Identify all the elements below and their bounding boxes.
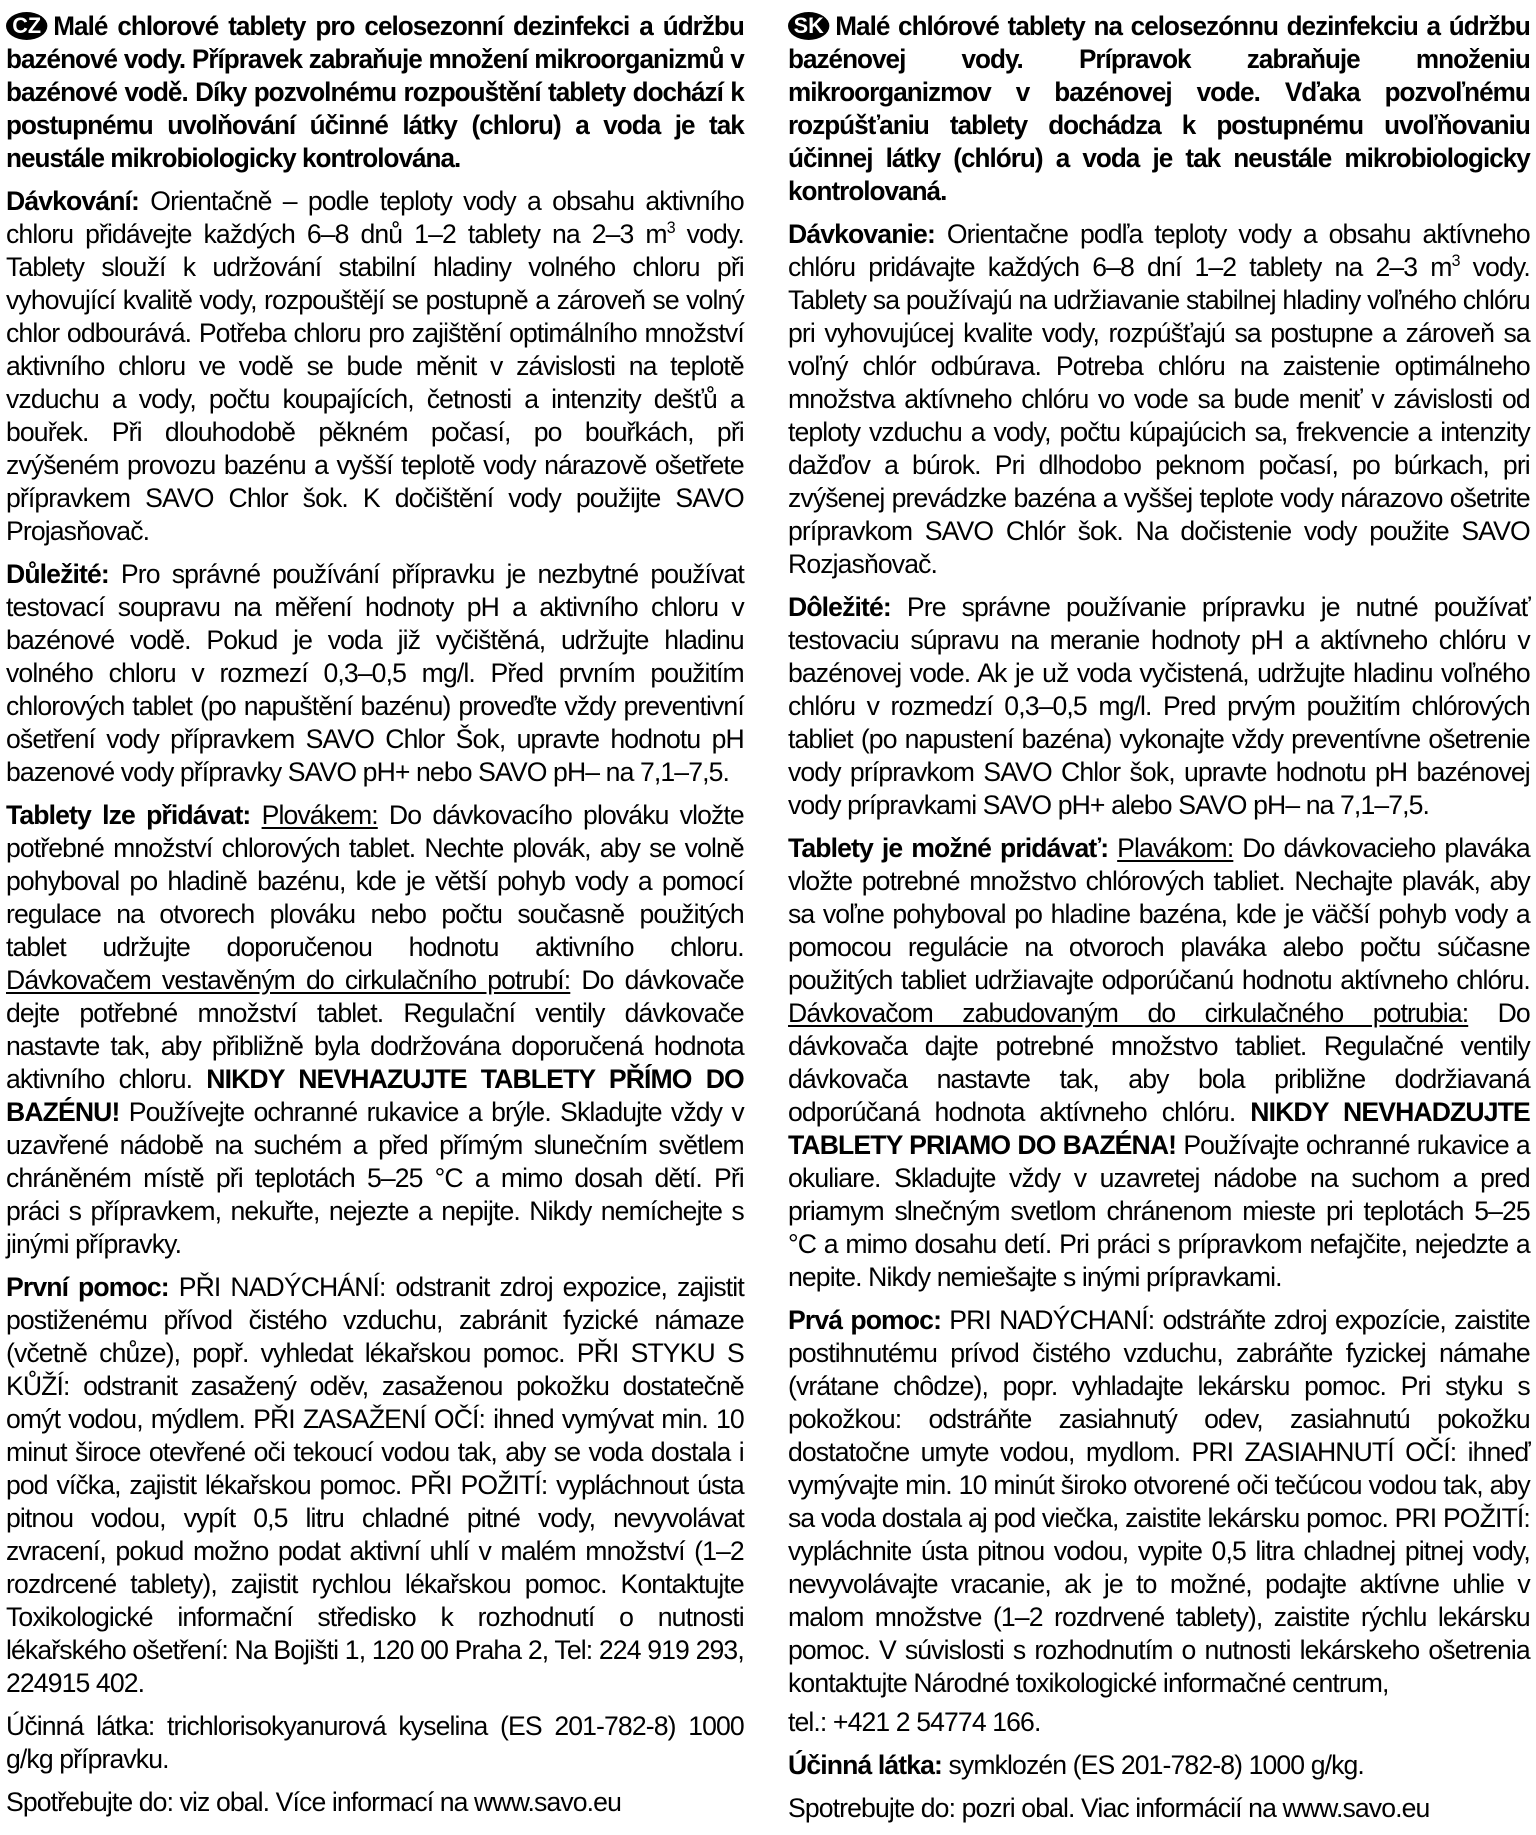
sk-firstaid-label: Prvá pomoc: [788, 1305, 942, 1335]
sk-active-text: symklozén (ES 201-782-8) 1000 g/kg. [942, 1750, 1364, 1780]
cz-firstaid-label: První pomoc: [6, 1272, 169, 1302]
cz-tablets-rest: Používejte ochranné rukavice a brýle. Skladujte vždy v uzavřené nádobě na suchém a před přímým slunečním světlem chráněném místě při teplotách 5–25 °C a mimo dosah dětí. Při práci s přípravkem, nekuřte, nejezte a nepijte. Nikdy nemíchejte s jinými přípravky. [6, 1097, 744, 1259]
sk-firstaid-phone: tel.: +421 2 54774 166. [788, 1707, 1041, 1737]
cz-important-label: Důležité: [6, 559, 109, 589]
czech-column [6, 10, 744, 1829]
sk-float-label: Plavákom: [1117, 833, 1234, 863]
sk-firstaid-paragraph [788, 1304, 1530, 1739]
cz-float-text: Do dávkovacího plováku vložte potřebné množství chlorových tablet. Nechte plovák, aby se volně pohyboval po hladině bazénu, kde je větší pohyb vody a pomocí regulace na otvorech plováku nebo počtu současně použitých tablet udržujte doporučenou hodnotu aktivního chloru. [6, 800, 744, 962]
sk-expiry-text: Spotrebujte do: pozri obal. Viac informácií na www.savo.eu [788, 1793, 1430, 1823]
sk-language-badge: SK [788, 12, 829, 40]
cz-intro-text: Malé chlorové tablety pro celosezonní dezinfekci a údržbu bazénové vody. Přípravek zabraňuje množení mikroorganizmů v bazénové vodě. Díky pozvolnému rozpouštění tablety dochází k postupnému uvolňování účinné látky (chloru) a voda je tak neustále mikrobiologicky kontrolována. [6, 11, 744, 173]
sk-dosing-text-a: Orientačne podľa teploty vody a obsahu aktívneho chlóru pridávajte každých 6–8 dní 1–2 tablety na 2–3 m [788, 219, 1530, 282]
cz-firstaid-text: PŘI NADÝCHÁNÍ: odstranit zdroj expozice, zajistit postiženému přívod čistého vzduchu, zabránit fyzické námaze (včetně chůze), popř. vyhledat lékařskou pomoc. PŘI STYKU S KŮŽÍ: odstranit zasažený oděv, zasaženou pokožku dostatečně omýt vodou, mýdlem. PŘI ZASAŽENÍ OČÍ: ihned vymývat min. 10 minut široce otevřené oči tekoucí vodou tak, aby se voda dostala i pod víčka, zajistit lékařskou pomoc. PŘI POŽITÍ: vypláchnout ústa pitnou vodou, vypít 0,5 litru chladné pitné vody, nevyvolávat zvracení, pokud možno podat aktivní uhlí v malém množství (1–2 rozdrcené tablety), zajistit rychlou lékařskou pomoc. Kontaktujte Toxikologické informační středisko k rozhodnutí o nutnosti lékařského ošetření: Na Bojišti 1, 120 00 Praha 2, Tel: 224 919 293, 224915 402. [6, 1272, 744, 1698]
cz-dosing-label: Dávkování: [6, 186, 140, 216]
sk-dosing-sup: 3 [1451, 252, 1460, 270]
cz-tablets-label: Tablety lze přidávat: [6, 800, 251, 830]
sk-doser-label: Dávkovačom zabudovaným do cirkulačného potrubia: [788, 998, 1469, 1028]
cz-doser-label: Dávkovačem vestavěným do cirkulačního potrubí: [6, 965, 571, 995]
cz-tablets-paragraph [6, 799, 744, 1261]
sk-important-label: Dôležité: [788, 592, 891, 622]
cz-language-badge: CZ [6, 12, 47, 40]
sk-firstaid-text: PRI NADÝCHANÍ: odstráňte zdroj expozície, zaistite postihnutému prívod čistého vzduchu, zabráňte fyzickej námahe (vrátane chôdze), popr. vyhladajte lekársku pomoc. Pri styku s pokožkou: odstráňte zasiahnutý odev, zasiahnutú pokožku dostatočne umyte vodou, mydlom. PRI ZASIAHNUTÍ OČÍ: ihneď vymývajte min. 10 minút široko otvorené oči tečúcou vodou tak, aby sa voda dostala aj pod viečka, zaistite lekársku pomoc. PRI POŽITÍ: vypláchnite ústa pitnou vodou, vypite 0,5 litra chladnej pitnej vody, nevyvolávajte vracanie, ak je to možné, podajte aktívne uhlie v malom množstve (1–2 rozdrvené tablety), zaistite rýchlu lekársku pomoc. V súvislosti s rozhodnutím o nutnosti lekárskeho ošetrenia kontaktujte Národné toxikologické informačné centrum, [788, 1305, 1530, 1698]
sk-dosing-text-b: vody. Tablety sa používajú na udržiavanie stabilnej hladiny voľného chlóru pri vyhovujúcej kvalite vody, rozpúšťajú sa postupne a zároveň sa voľný chlór odbúrava. Potreba chlóru na zaistenie optimálneho množstva aktívneho chlóru vo vode sa bude meniť v závislosti od teploty vzduchu a vody, počtu kúpajúcich sa, frekvencie a intenzity dažďov a búrok. Pri dlhodobo peknom počasí, po búrkach, pri zvýšenej prevádzke bazéna a vyššej teplote vody nárazovo ošetrite prípravkom SAVO Chlór šok. Na dočistenie vody použite SAVO Rozjasňovač. [788, 252, 1530, 579]
cz-dosing-paragraph [6, 185, 744, 548]
sk-dosing-paragraph [788, 218, 1530, 581]
sk-warning-text: NIKDY NEVHADZUJTE TABLETY PRIAMO DO BAZÉNA! [788, 1097, 1530, 1160]
sk-tablets-paragraph [788, 832, 1530, 1294]
cz-active-substance: Účinná látka: trichlorisokyanurová kyselina (ES 201-782-8) 1000 g/kg přípravku. [6, 1711, 744, 1774]
sk-important-paragraph [788, 591, 1530, 822]
cz-intro-paragraph [6, 10, 744, 175]
cz-dosing-text-a: Orientačně – podle teploty vody a obsahu aktivního chloru přidávejte každých 6–8 dnů 1–2 tablety na 2–3 m [6, 186, 744, 249]
cz-firstaid-paragraph [6, 1271, 744, 1700]
cz-dosing-text-b: vody. Tablety slouží k udržování stabilní hladiny volného chloru při vyhovující kvalitě vody, rozpouštějí se postupně a zároveň se volný chlor odbourává. Potřeba chloru pro zajištění optimálního množství aktivního chloru ve vodě se bude měnit v závislosti na teplotě vzduchu a vody, počtu koupajících, četnosti a intenzity dešťů a bouřek. Při dlouhodobě pěkném počasí, po bouřkách, při zvýšeném provozu bazénu a vyšší teplotě vody nárazově ošetřete přípravkem SAVO Chlor šok. K dočištění vody použijte SAVO Projasňovač. [6, 219, 744, 546]
sk-float-text: Do dávkovacieho plaváka vložte potrebné množstvo chlórových tabliet. Nechajte plavák, aby sa voľne pohyboval po hladine bazéna, kde je väčší pohyb vody a pomocou regulácie na otvoroch plaváka alebo počtu súčasne použitých tabliet udržiavajte odporúčanú hodnotu aktívneho chlóru. [788, 833, 1530, 995]
slovak-column [788, 10, 1530, 1835]
sk-active-substance [788, 1749, 1530, 1782]
sk-intro-text: Malé chlórové tablety na celosezónnu dezinfekciu a údržbu bazénovej vody. Prípravok zabraňuje množeniu mikroorganizmov v bazénovej vode. Vďaka pozvoľnému rozpúšťaniu tablety dochádza k postupnému uvoľňovaniu účinnej látky (chlóru) a voda je tak neustále mikrobiologicky kontrolovaná. [788, 11, 1530, 206]
sk-dosing-label: Dávkovanie: [788, 219, 935, 249]
sk-tablets-rest: Používajte ochranné rukavice a okuliare. Skladujte vždy v uzavretej nádobe na suchom a pred priamym slnečným svetlom chránenom mieste pri teplotách 5–25 °C a mimo dosahu detí. Pri práci s prípravkom nefajčite, nejedzte a nepite. Nikdy nemiešajte s inými prípravkami. [788, 1130, 1530, 1292]
cz-warning-text: NIKDY NEVHAZUJTE TABLETY PŘÍMO DO BAZÉNU! [6, 1064, 744, 1127]
sk-doser-text: Do dávkovača dajte potrebné množstvo tabliet. Regulačné ventily dávkovača nastavte tak, aby bola približne dodržiavaná odporúčaná hodnota aktívneho chlóru. [788, 998, 1530, 1127]
cz-expiry [6, 1786, 744, 1819]
sk-important-text: Pre správne používanie prípravku je nutné používať testovaciu súpravu na meranie hodnoty pH a aktívneho chlóru v bazénovej vode. Ak je už voda vyčistená, udržujte hladinu voľného chlóru v rozmedzí 0,3–0,5 mg/l. Pred prvým použitím chlórových tabliet (po napustení bazéna) vykonajte vždy preventívne ošetrenie vody prípravkom SAVO Chlor šok, upravte hodnotu pH bazénovej vody prípravkami SAVO pH+ alebo SAVO pH– na 7,1–7,5. [788, 592, 1530, 820]
sk-tablets-label: Tablety je možné pridávať: [788, 833, 1109, 863]
cz-important-paragraph [6, 558, 744, 789]
sk-intro-paragraph [788, 10, 1530, 208]
cz-doser-text: Do dávkovače dejte potřebné množství tablet. Regulační ventily dávkovače nastavte tak, aby přibližně byla dodržována doporučená hodnota aktivního chloru. [6, 965, 744, 1094]
cz-float-label: Plovákem: [261, 800, 378, 830]
cz-important-text: Pro správné používání přípravku je nezbytné používat testovací soupravu na měření hodnoty pH a aktivního chloru v bazénové vodě. Pokud je voda již vyčištěná, udržujte hladinu volného chloru v rozmezí 0,3–0,5 mg/l. Před prvním použitím chlorových tablet (po napuštění bazénu) proveďte vždy preventivní ošetření vody přípravkem SAVO Chlor Šok, upravte hodnotu pH bazenové vody přípravky SAVO pH+ nebo SAVO pH– na 7,1–7,5. [6, 559, 744, 787]
cz-expiry-text: Spotřebujte do: viz obal. Více informací na www.savo.eu [6, 1787, 621, 1817]
sk-active-label: Účinná látka: [788, 1750, 943, 1780]
sk-expiry [788, 1792, 1530, 1825]
cz-dosing-sup: 3 [666, 219, 675, 237]
